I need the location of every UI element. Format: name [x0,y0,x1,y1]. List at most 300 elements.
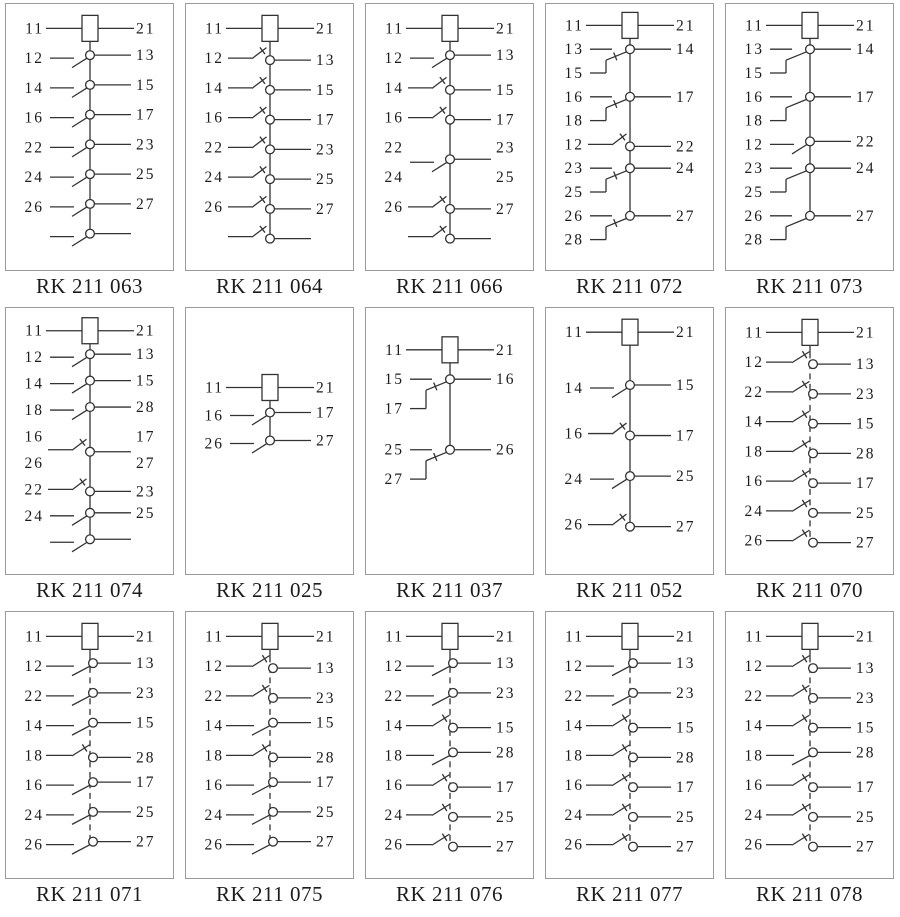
contact-arrangement-schematic [180,304,360,608]
coil-symbol [385,337,515,363]
terminal-label: 23 [744,160,764,178]
terminal-label: 27 [496,200,516,218]
model-label: RK 211 025 [216,578,323,602]
terminal-label: 23 [676,684,696,702]
terminal-label: 27 [856,534,876,552]
terminal-label: 16 [24,777,44,795]
terminal-label: 17 [496,111,516,129]
terminal-label: 22 [744,383,764,401]
terminal-label: 16 [496,371,516,389]
moving-contact-arm [72,207,87,216]
contact-point-icon [266,204,275,213]
contact-point-icon [86,350,95,359]
diagram-cell [720,0,900,304]
terminal-label: 13 [744,41,764,59]
nc-tick-icon [802,470,806,477]
contact-arrangement-schematic [360,608,540,912]
contact-point-icon [86,508,95,517]
terminal-label: 11 [205,379,224,397]
terminal-label: 14 [24,375,44,393]
nc-tick-icon [802,351,806,358]
terminal-label: 12 [204,658,224,676]
coil-rect-icon [82,318,98,344]
moving-contact-arm [432,666,450,675]
contact-point-icon [89,807,98,816]
terminal-label: 17 [136,428,156,446]
terminal-label: 24 [856,160,876,178]
terminal-label: 24 [384,806,404,824]
nc-tick-icon [440,196,445,203]
nc-tick-icon [802,530,806,537]
terminal-label: 25 [676,808,696,826]
terminal-label: 14 [676,41,696,59]
contact-point-icon [446,234,455,243]
terminal-label: 25 [496,808,516,826]
terminal-label: 16 [744,88,764,106]
coil-symbol [745,12,875,38]
terminal-label: 13 [316,660,336,678]
terminal-label: 28 [316,749,336,767]
terminal-label: 21 [496,20,516,38]
terminal-label: 12 [204,50,224,68]
nc-tick-icon [802,685,806,692]
terminal-label: 12 [744,658,764,676]
terminal-label: 25 [316,803,336,821]
terminal-label: 27 [136,195,156,213]
moving-contact-arm [72,384,87,393]
contact-arrangement-schematic [540,0,720,304]
moving-contact-arm [786,99,807,107]
moving-contact-arm [252,815,270,824]
terminal-label: 27 [316,833,336,851]
model-label: RK 211 052 [576,578,683,602]
terminal-label: 22 [564,687,584,705]
contact-point-icon [89,688,98,697]
terminal-label: 15 [384,371,404,389]
contact-point-icon [269,693,278,702]
contact-arrangement-schematic [180,0,360,304]
terminal-label: 21 [856,628,876,646]
terminal-label: 15 [316,714,336,732]
contact-arrangement-schematic [360,0,540,304]
moving-contact-arm [72,516,87,525]
terminal-label: 15 [316,81,336,99]
terminal-label: 16 [564,425,584,443]
terminal-label: 26 [384,836,404,854]
terminal-label: 13 [136,346,156,364]
terminal-label: 26 [496,441,516,459]
model-label: RK 211 072 [576,274,683,298]
terminal-label: 14 [384,79,404,97]
coil-rect-icon [802,623,818,649]
coil-rect-icon [262,375,278,401]
diagram-cell [360,0,540,304]
contact-point-icon [809,812,818,821]
contact-point-icon [626,472,635,481]
contact-point-icon [89,659,98,668]
contact-point-icon [809,783,818,792]
terminal-label: 28 [676,749,696,767]
moving-contact-arm [252,444,267,453]
moving-contact-arm [792,755,810,764]
contact-point-icon [626,431,635,440]
nc-tick-icon [802,411,806,418]
contact-point-icon [449,842,458,851]
terminal-label: 11 [25,628,44,646]
terminal-label: 16 [384,777,404,795]
changeover-contact-symbol [565,208,696,249]
contact-point-icon [86,140,95,149]
nc-tick-icon [260,47,265,54]
nc-tick-icon [802,804,806,811]
moving-contact-arm [72,88,87,97]
terminal-label: 26 [204,198,224,216]
contact-point-icon [266,56,275,65]
moving-contact-arm [432,755,450,764]
terminal-label: 28 [744,231,764,249]
moving-contact-arm [786,218,807,226]
coil-rect-icon [622,319,638,345]
terminal-label: 23 [136,483,156,501]
terminal-label: 15 [856,415,876,433]
terminal-label: 23 [856,689,876,707]
nc-tick-icon [440,107,445,114]
contact-point-icon [809,449,818,458]
nc-tick-icon [260,137,265,144]
diagram-cell [540,304,720,608]
moving-contact-arm [792,145,807,154]
coil-symbol [565,319,695,345]
terminal-label: 18 [384,747,404,765]
coil-symbol [385,623,515,649]
terminal-label: 16 [744,473,764,491]
terminal-label: 24 [24,169,44,187]
contact-point-icon [809,479,818,488]
nc-tick-icon [622,774,626,781]
contact-point-icon [809,538,818,547]
diagram-cell [180,0,360,304]
model-label: RK 211 066 [396,274,503,298]
contact-point-icon [626,522,635,531]
contact-point-icon [86,229,95,238]
contact-point-icon [266,85,275,94]
moving-contact-arm [72,237,87,246]
nc-tick-icon [802,834,806,841]
terminal-label: 22 [24,687,44,705]
terminal-label: 11 [565,324,584,342]
coil-rect-icon [442,15,458,41]
terminal-label: 18 [744,112,764,130]
terminal-label: 16 [204,777,224,795]
terminal-label: 17 [496,779,516,797]
terminal-label: 12 [564,658,584,676]
contact-point-icon [266,115,275,124]
diagram-cell [0,608,180,912]
terminal-label: 13 [316,52,336,70]
contact-point-icon [86,199,95,208]
contact-point-icon [449,812,458,821]
contact-point-icon [86,376,95,385]
terminal-label: 13 [136,655,156,673]
changeover-contact-symbol [385,442,516,488]
terminal-label: 11 [25,322,44,340]
contact-point-icon [446,155,455,164]
terminal-label: 18 [24,402,44,420]
terminal-label: 27 [316,432,336,450]
coil-rect-icon [802,319,818,345]
nc-tick-icon [262,685,266,692]
terminal-label: 17 [316,111,336,129]
coil-symbol [205,623,335,649]
terminal-label: 23 [856,385,876,403]
nc-tick-icon [802,440,806,447]
terminal-label: 13 [856,356,876,374]
moving-contact-arm [72,58,87,67]
contact-point-icon [629,723,638,732]
terminal-label: 16 [204,109,224,127]
terminal-label: 12 [384,50,404,68]
contact-point-icon [89,718,98,727]
moving-contact-arm [72,410,87,419]
terminal-label: 26 [564,836,584,854]
terminal-label: 21 [496,341,516,359]
terminal-label: 16 [384,109,404,127]
contact-point-icon [809,664,818,673]
coil-symbol [745,623,875,649]
terminal-label: 18 [24,747,44,765]
nc-tick-icon [260,107,265,114]
terminal-label: 24 [204,169,224,187]
contact-point-icon [806,45,815,54]
contact-point-icon [269,753,278,762]
terminal-label: 24 [564,806,584,824]
contact-arrangement-schematic [180,608,360,912]
terminal-label: 14 [24,717,44,735]
coil-rect-icon [442,337,458,363]
terminal-label: 28 [856,445,876,463]
coil-symbol [25,15,155,41]
terminal-label: 22 [24,139,44,157]
model-label: RK 211 077 [576,882,683,906]
contact-point-icon [266,175,275,184]
moving-contact-arm [72,147,87,156]
nc-tick-icon [80,439,85,446]
terminal-label: 12 [384,658,404,676]
contact-point-icon [89,837,98,846]
terminal-label: 12 [24,50,44,68]
terminal-label: 11 [565,628,584,646]
contact-point-icon [626,164,635,173]
coil-rect-icon [262,15,278,41]
terminal-label: 21 [316,379,336,397]
terminal-label: 26 [744,836,764,854]
terminal-label: 12 [564,136,584,154]
nc-tick-icon [80,479,85,486]
terminal-label: 14 [384,717,404,735]
nc-tick-icon [622,715,626,722]
contact-point-icon [809,508,818,517]
terminal-label: 24 [676,160,696,178]
terminal-label: 21 [496,628,516,646]
contact-point-icon [86,170,95,179]
contact-point-icon [626,142,635,151]
terminal-label: 13 [496,47,516,65]
terminal-label: 25 [384,441,404,459]
model-label: RK 211 073 [756,274,863,298]
terminal-label: 27 [136,833,156,851]
diagram-cell [0,304,180,608]
contact-point-icon [269,664,278,673]
terminal-label: 24 [744,502,764,520]
terminal-label: 22 [384,139,404,157]
no-contact-symbol [50,535,131,552]
contact-point-icon [626,92,635,101]
terminal-label: 27 [496,838,516,856]
terminal-label: 21 [676,17,696,35]
terminal-label: 12 [744,354,764,372]
terminal-label: 14 [564,380,584,398]
contact-point-icon [89,753,98,762]
terminal-label: 17 [856,88,876,106]
terminal-label: 18 [744,747,764,765]
contact-arrangement-schematic [0,608,180,912]
contact-point-icon [86,403,95,412]
terminal-label: 18 [564,112,584,130]
terminal-label: 25 [856,504,876,522]
moving-contact-arm [432,58,447,67]
terminal-label: 14 [856,41,876,59]
terminal-label: 13 [676,655,696,673]
moving-contact-arm [432,162,447,171]
terminal-label: 17 [856,475,876,493]
terminal-label: 23 [136,684,156,702]
contact-point-icon [269,807,278,816]
contact-point-icon [86,535,95,544]
moving-contact-arm [72,666,90,675]
moving-contact-arm [72,177,87,186]
contact-point-icon [86,447,95,456]
terminal-label: 15 [564,65,584,82]
terminal-label: 27 [384,471,404,489]
terminal-label: 21 [136,628,156,646]
coil-rect-icon [82,15,98,41]
terminal-label: 26 [24,198,44,216]
terminal-label: 22 [384,687,404,705]
contact-point-icon [449,783,458,792]
terminal-label: 24 [564,471,584,489]
moving-contact-arm [72,845,90,854]
nc-tick-icon [260,166,265,173]
contact-point-icon [446,85,455,94]
terminal-label: 28 [136,399,156,417]
terminal-label: 15 [676,719,696,737]
contact-point-icon [86,110,95,119]
nc-tick-icon [802,774,806,781]
terminal-label: 14 [744,717,764,735]
coil-rect-icon [622,12,638,38]
terminal-label: 14 [24,79,44,97]
terminal-label: 23 [136,136,156,154]
terminal-label: 25 [496,169,516,187]
terminal-label: 26 [204,836,224,854]
terminal-label: 16 [24,428,44,446]
terminal-label: 18 [564,747,584,765]
model-label: RK 211 074 [36,578,143,602]
contact-point-icon [809,842,818,851]
coil-symbol [205,375,335,401]
terminal-label: 12 [24,658,44,676]
moving-contact-arm [612,696,630,705]
contact-point-icon [626,381,635,390]
terminal-label: 26 [204,435,224,453]
terminal-label: 28 [136,749,156,767]
terminal-label: 27 [676,838,696,856]
moving-contact-arm [252,416,267,425]
nc-tick-icon [260,226,265,233]
terminal-label: 23 [316,689,336,707]
terminal-label: 18 [204,747,224,765]
nc-tick-icon [442,804,446,811]
terminal-label: 26 [24,836,44,854]
nc-tick-icon [622,804,626,811]
terminal-label: 17 [136,774,156,792]
moving-contact-arm [72,696,90,705]
contact-point-icon [629,688,638,697]
terminal-label: 27 [136,454,156,472]
coil-rect-icon [262,623,278,649]
terminal-label: 15 [136,714,156,732]
moving-contact-arm [72,357,87,366]
contact-point-icon [266,234,275,243]
terminal-label: 11 [745,17,764,35]
nc-tick-icon [82,744,86,751]
model-label: RK 211 078 [756,882,863,906]
contact-point-icon [86,487,95,496]
contact-arrangement-schematic [0,0,180,304]
terminal-label: 17 [676,427,696,445]
no-contact-symbol [205,433,336,454]
terminal-label: 24 [24,806,44,824]
contact-point-icon [629,842,638,851]
contact-arrangement-schematic [0,304,180,608]
model-label: RK 211 076 [396,882,503,906]
moving-contact-arm [252,785,270,794]
terminal-label: 17 [676,779,696,797]
terminal-label: 11 [745,324,764,342]
nc-tick-icon [802,655,806,662]
terminal-label: 21 [676,628,696,646]
terminal-label: 25 [564,184,584,201]
terminal-label: 15 [496,719,516,737]
contact-point-icon [809,419,818,428]
terminal-label: 11 [385,341,404,359]
terminal-label: 26 [564,516,584,534]
terminal-label: 13 [564,41,584,59]
terminal-label: 27 [676,518,696,536]
nc-tick-icon [262,655,266,662]
terminal-label: 21 [316,20,336,38]
coil-symbol [25,623,155,649]
model-label: RK 211 063 [36,274,143,298]
contact-point-icon [266,145,275,154]
contact-point-icon [446,375,455,384]
contact-point-icon [86,80,95,89]
nc-tick-icon [262,744,266,751]
terminal-label: 15 [744,65,764,82]
nc-tick-icon [802,381,806,388]
moving-contact-arm [72,815,90,824]
moving-contact-arm [252,845,270,854]
